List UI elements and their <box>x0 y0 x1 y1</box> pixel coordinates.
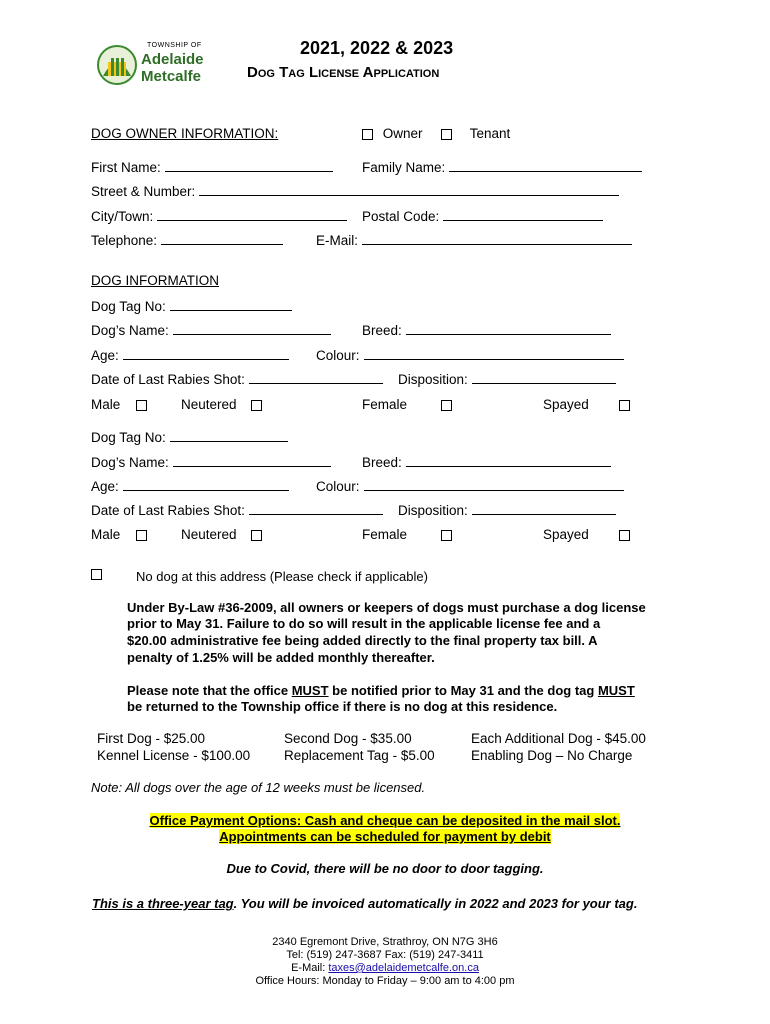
notice-line-1 <box>127 683 635 698</box>
three-year-rest: . You will be invoiced automatically in 2022 and 2023 for your tag. <box>233 896 638 911</box>
email-field[interactable] <box>316 232 632 248</box>
city-field[interactable] <box>91 208 347 224</box>
dog2-breed-label: Breed: <box>362 455 402 470</box>
fee-first-dog: First Dog - $25.00 <box>97 731 206 746</box>
owner-checkbox[interactable] <box>362 129 373 140</box>
postal-field[interactable] <box>362 208 603 224</box>
dog1-male-checkbox[interactable] <box>136 400 147 411</box>
payment-line-1 <box>0 813 770 828</box>
dog1-colour-blank[interactable] <box>364 347 624 360</box>
first-name-blank[interactable] <box>165 159 333 172</box>
dog1-neutered-checkbox[interactable] <box>251 400 262 411</box>
payment-line-2 <box>0 829 770 844</box>
dog2-age-label: Age: <box>91 479 119 494</box>
three-year-notice <box>92 896 637 911</box>
telephone-label: Telephone: <box>91 233 158 248</box>
dog2-spayed-checkbox[interactable] <box>619 530 630 541</box>
postal-label: Postal Code: <box>362 209 440 224</box>
dog2-rabies-blank[interactable] <box>249 502 383 515</box>
fee-additional: Each Additional Dog - $45.00 <box>471 731 646 746</box>
dog1-female-label: Female <box>362 397 408 412</box>
dog1-spayed-label: Spayed <box>543 397 589 412</box>
dog1-tag-label: Dog Tag No: <box>91 299 166 314</box>
dog1-breed-label: Breed: <box>362 323 402 338</box>
city-label: City/Town: <box>91 209 154 224</box>
dog2-female-checkbox[interactable] <box>441 530 452 541</box>
dog2-breed-field[interactable] <box>362 454 611 470</box>
owner-heading: DOG OWNER INFORMATION: <box>91 126 279 141</box>
payment-text-2: Appointments can be scheduled for payment by debit <box>219 829 551 844</box>
postal-blank[interactable] <box>443 208 603 221</box>
notice-must-2: MUST <box>597 683 635 698</box>
logo-name-line1: Adelaide <box>141 51 204 68</box>
dog1-disposition-label: Disposition: <box>398 372 468 387</box>
dog1-breed-field[interactable] <box>362 322 611 338</box>
dog1-spayed-checkbox[interactable] <box>619 400 630 411</box>
dog2-female-label: Female <box>362 527 408 542</box>
telephone-field[interactable] <box>91 232 283 248</box>
dog1-age-label: Age: <box>91 348 119 363</box>
dog2-spayed-label: Spayed <box>543 527 589 542</box>
telephone-blank[interactable] <box>161 232 283 245</box>
dog2-neutered-checkbox[interactable] <box>251 530 262 541</box>
dog1-rabies-field[interactable] <box>91 371 383 387</box>
dog1-rabies-blank[interactable] <box>249 371 383 384</box>
dog1-name-label: Dog’s Name: <box>91 323 169 338</box>
dog2-male-label: Male <box>91 527 121 542</box>
dog1-age-field[interactable] <box>91 347 289 363</box>
family-name-field[interactable] <box>362 159 642 175</box>
no-dog-label: No dog at this address (Please check if applicable) <box>136 569 428 584</box>
dog-heading: DOG INFORMATION <box>91 273 219 288</box>
dog1-colour-label: Colour: <box>316 348 360 363</box>
notice-line-2: be returned to the Township office if there is no dog at this residence. <box>127 699 558 714</box>
bylaw-line-1: Under By-Law #36-2009, all owners or keepers of dogs must purchase a dog license <box>127 600 646 615</box>
notice-must-1: MUST <box>291 683 329 698</box>
dog1-female-checkbox[interactable] <box>441 400 452 411</box>
dog2-disposition-field[interactable] <box>398 502 616 518</box>
dog2-neutered-option[interactable] <box>181 527 262 542</box>
dog2-age-blank[interactable] <box>123 478 289 491</box>
footer-address: 2340 Egremont Drive, Strathroy, ON N7G 3H6 <box>272 936 498 948</box>
fee-second-dog: Second Dog - $35.00 <box>284 731 412 746</box>
no-dog-checkbox-wrap[interactable] <box>91 566 102 581</box>
owner-label: Owner <box>382 126 423 141</box>
dog2-breed-blank[interactable] <box>406 454 611 467</box>
notice-text-a: Please note that the office <box>127 683 292 698</box>
dog2-name-label: Dog’s Name: <box>91 455 169 470</box>
age-note: Note: All dogs over the age of 12 weeks must be licensed. <box>91 780 426 795</box>
dog1-age-blank[interactable] <box>123 347 289 360</box>
street-field[interactable] <box>91 183 619 199</box>
dog2-name-blank[interactable] <box>173 454 331 467</box>
dog2-tag-label: Dog Tag No: <box>91 430 166 445</box>
dog2-spayed-option[interactable] <box>543 527 630 542</box>
logo-small-text: TOWNSHIP OF <box>147 42 202 49</box>
dog2-colour-label: Colour: <box>316 479 360 494</box>
family-name-blank[interactable] <box>449 159 642 172</box>
owner-option[interactable] <box>362 126 423 141</box>
tenant-label: Tenant <box>469 126 511 141</box>
dog1-name-field[interactable] <box>91 322 331 338</box>
dog2-female-option[interactable] <box>362 527 452 542</box>
email-blank[interactable] <box>362 232 632 245</box>
footer-email-label: E-Mail: <box>291 962 329 974</box>
footer-phone: Tel: (519) 247-3687 Fax: (519) 247-3411 <box>286 949 484 961</box>
dog1-neutered-option[interactable] <box>181 397 262 412</box>
notice-text-b: be notified prior to May 31 and the dog tag <box>328 683 598 698</box>
footer-email-link[interactable]: taxes@adelaidemetcalfe.on.ca <box>328 962 479 974</box>
no-dog-checkbox[interactable] <box>91 569 102 580</box>
street-label: Street & Number: <box>91 184 196 199</box>
dog1-disposition-field[interactable] <box>398 371 616 387</box>
dog1-neutered-label: Neutered <box>181 397 237 412</box>
dog1-disposition-blank[interactable] <box>472 371 616 384</box>
email-label: E-Mail: <box>316 233 359 248</box>
dog1-tag-blank[interactable] <box>170 298 292 311</box>
dog1-spayed-option[interactable] <box>543 397 630 412</box>
first-name-label: First Name: <box>91 160 161 175</box>
family-name-label: Family Name: <box>362 160 446 175</box>
covid-notice: Due to Covid, there will be no door to door tagging. <box>226 861 544 876</box>
dog2-tag-blank[interactable] <box>170 429 288 442</box>
dog2-colour-blank[interactable] <box>364 478 624 491</box>
dog1-rabies-label: Date of Last Rabies Shot: <box>91 372 245 387</box>
tenant-checkbox[interactable] <box>441 129 452 140</box>
dog1-female-option[interactable] <box>362 397 452 412</box>
title-main: Dog Tag License Application <box>247 64 440 81</box>
dog1-tag-field[interactable] <box>91 298 292 314</box>
dog2-neutered-label: Neutered <box>181 527 237 542</box>
dog2-rabies-field[interactable] <box>91 502 383 518</box>
tenant-option[interactable] <box>441 126 510 141</box>
dog1-male-option[interactable] <box>91 397 147 412</box>
street-blank[interactable] <box>199 183 619 196</box>
dog2-disposition-label: Disposition: <box>398 503 468 518</box>
fee-kennel: Kennel License - $100.00 <box>97 748 251 763</box>
dog1-male-label: Male <box>91 397 121 412</box>
footer-hours: Office Hours: Monday to Friday – 9:00 am to 4:00 pm <box>255 975 515 987</box>
title-years: 2021, 2022 & 2023 <box>300 38 454 58</box>
dog1-name-blank[interactable] <box>173 322 331 335</box>
fee-enabling: Enabling Dog – No Charge <box>471 748 633 763</box>
dog2-rabies-label: Date of Last Rabies Shot: <box>91 503 245 518</box>
city-blank[interactable] <box>157 208 347 221</box>
bylaw-line-4: penalty of 1.25% will be added monthly thereafter. <box>127 650 435 665</box>
footer-email-line <box>0 962 770 974</box>
dog2-male-option[interactable] <box>91 527 147 542</box>
dog2-male-checkbox[interactable] <box>136 530 147 541</box>
dog1-breed-blank[interactable] <box>406 322 611 335</box>
dog2-colour-field[interactable] <box>316 478 624 494</box>
township-logo <box>97 40 212 90</box>
logo-name-line2: Metcalfe <box>141 68 202 85</box>
dog1-colour-field[interactable] <box>316 347 624 363</box>
dog2-name-field[interactable] <box>91 454 331 470</box>
fee-replacement: Replacement Tag - $5.00 <box>284 748 435 763</box>
dog2-age-field[interactable] <box>91 478 289 494</box>
dog2-disposition-blank[interactable] <box>472 502 616 515</box>
dog2-tag-field[interactable] <box>91 429 288 445</box>
bylaw-line-3: $20.00 administrative fee being added directly to the final property tax bill. A <box>127 633 598 648</box>
three-year-underlined: This is a three-year tag <box>92 896 234 911</box>
payment-text-1: Office Payment Options: Cash and cheque can be deposited in the mail slot. <box>149 813 621 828</box>
bylaw-line-2: prior to May 31. Failure to do so will result in the applicable license fee and a <box>127 616 601 631</box>
first-name-field[interactable] <box>91 159 333 175</box>
